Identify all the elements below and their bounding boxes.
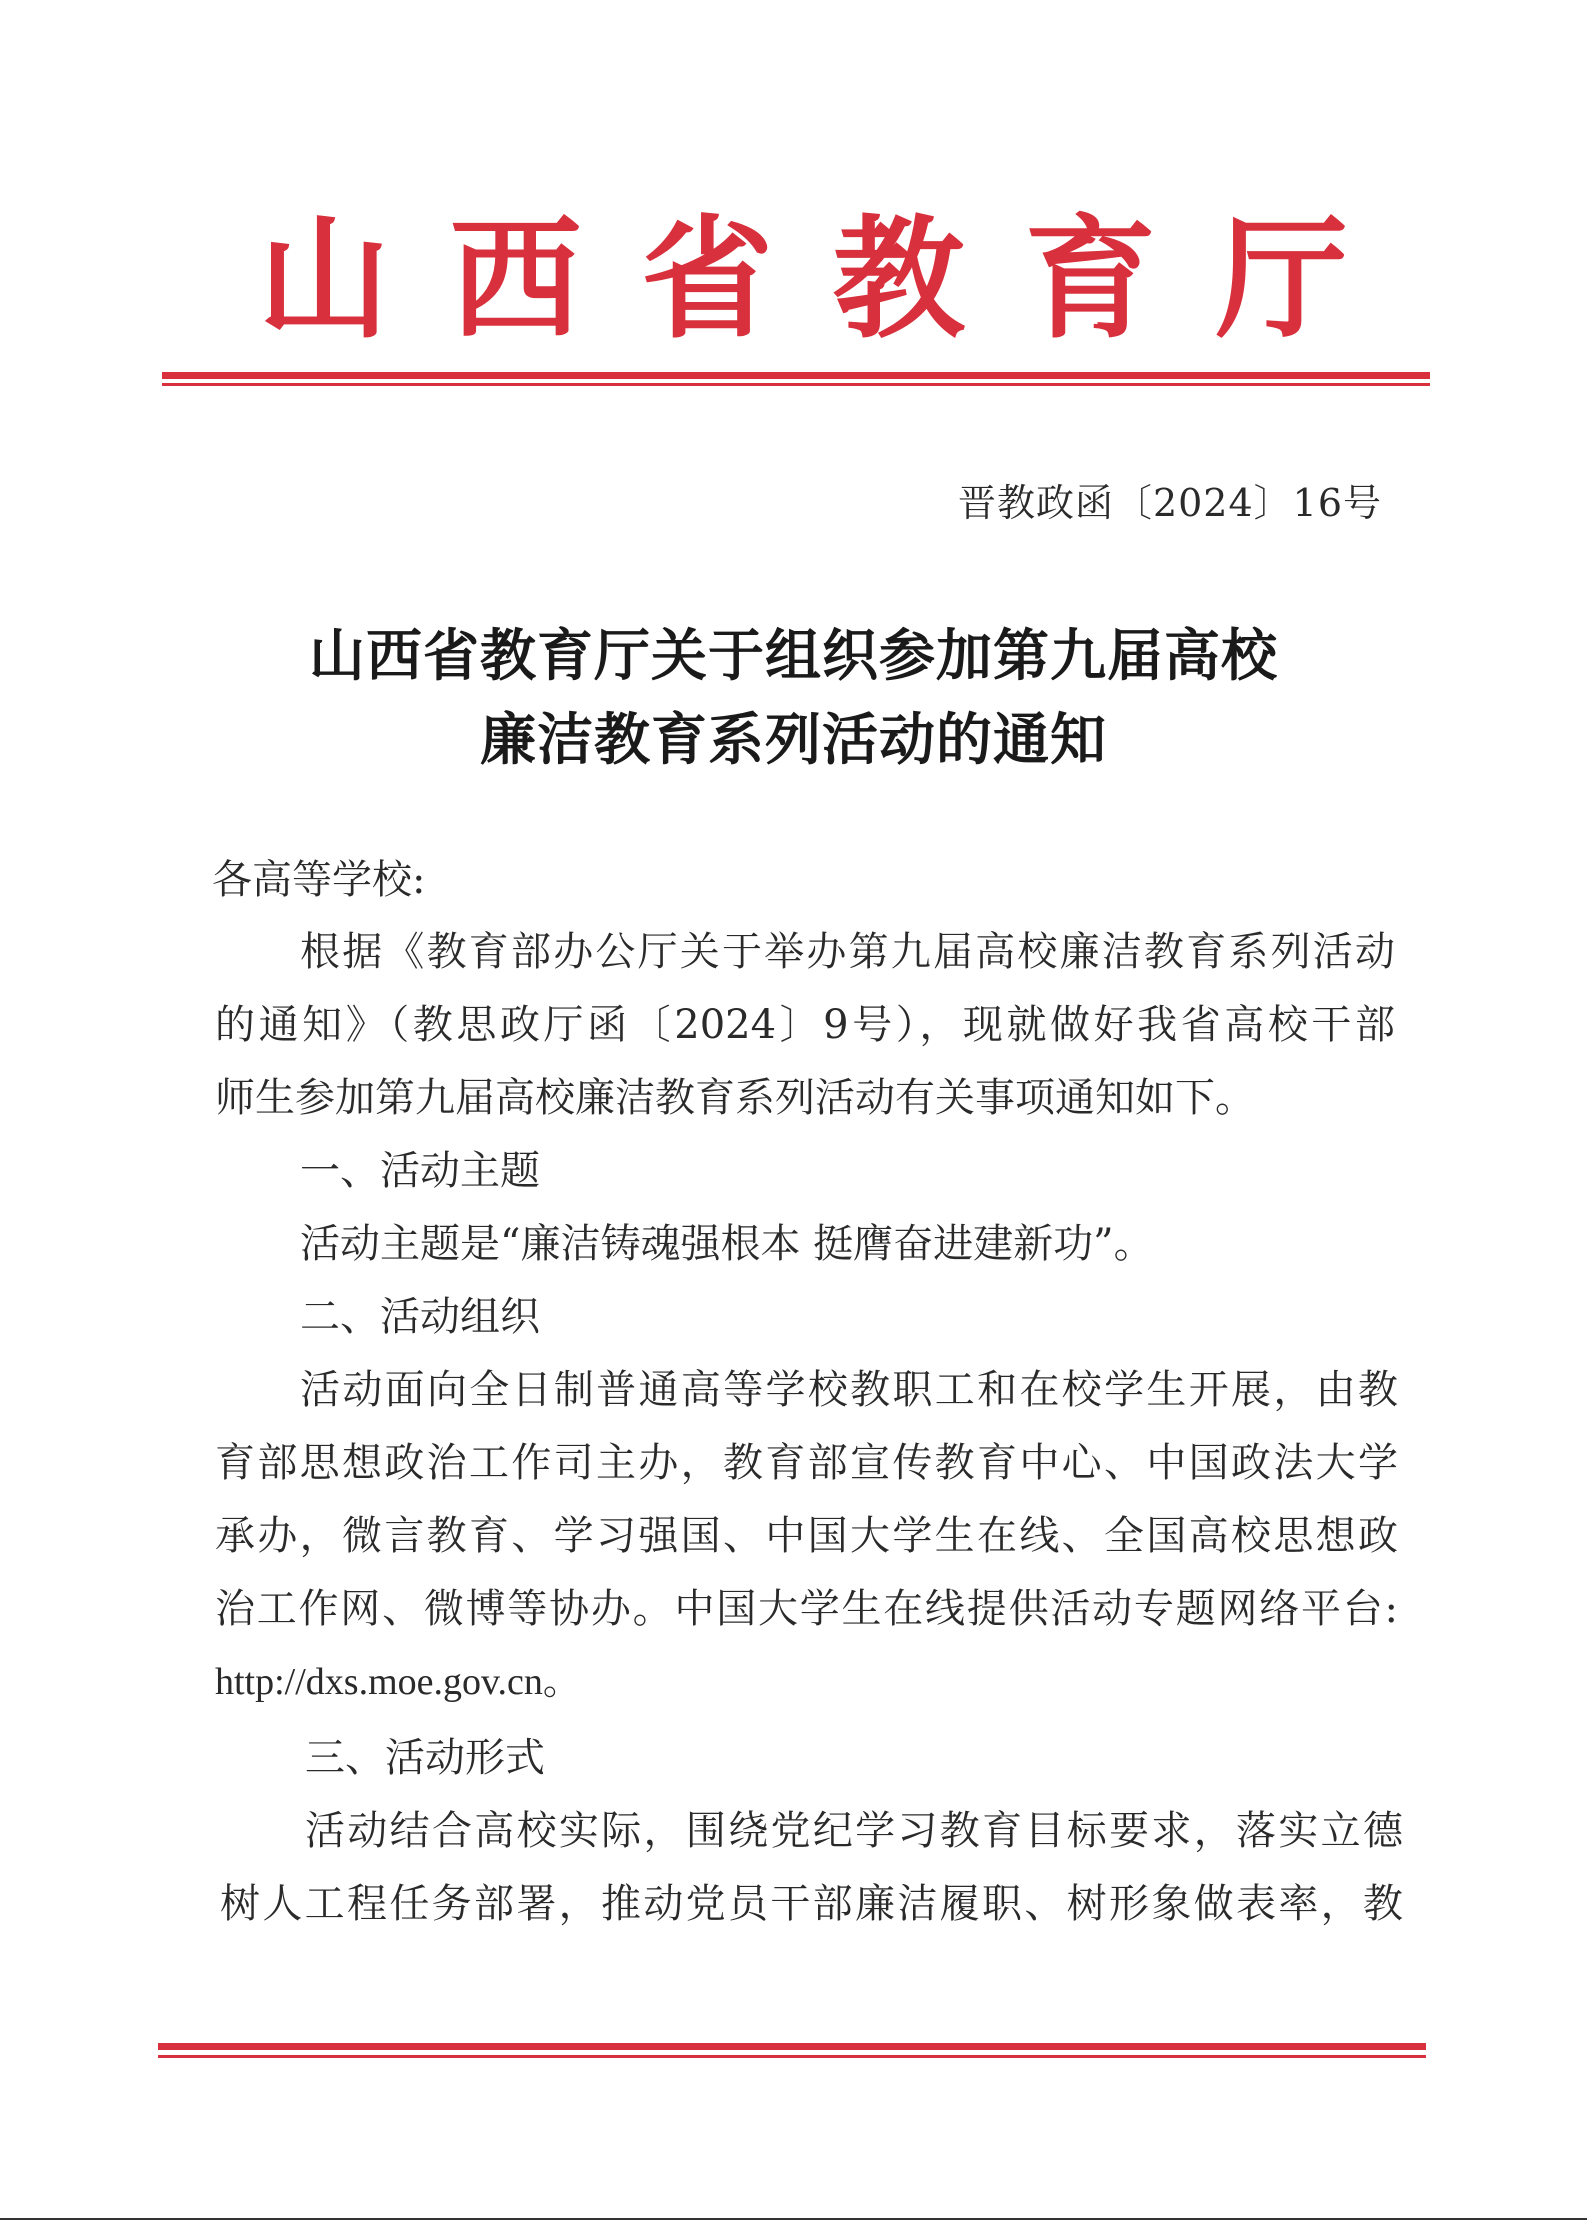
footer-red-rule-thin xyxy=(158,2055,1426,2058)
section-text: 树人工程任务部署，推动党员干部廉洁履职、树形象做表率，教 xyxy=(220,1881,1403,1927)
masthead-char: 教 xyxy=(832,202,965,357)
section-text: 活动面向全日制普通高等学校教职工和在校学生开展，由教 xyxy=(300,1367,1398,1413)
section-text: 活动主题是“廉洁铸魂强根本 挺膺奋进建新功”。 xyxy=(300,1221,1154,1267)
intro-line-3: 师生参加第九届高校廉洁教育系列活动有关事项通知如下。 xyxy=(215,1075,1255,1121)
section-text: 承办，微言教育、学习强国、中国大学生在线、全国高校思想政 xyxy=(215,1513,1398,1559)
masthead-char: 育 xyxy=(1024,202,1157,357)
document-title-line-1: 山西省教育厅关于组织参加第九届高校 xyxy=(309,623,1278,689)
footer-red-rule-thick xyxy=(158,2043,1426,2050)
section-heading: 三、活动形式 xyxy=(305,1735,545,1781)
section-text: 治工作网、微博等协办。中国大学生在线提供活动专题网络平台: xyxy=(215,1586,1398,1632)
masthead-char: 西 xyxy=(449,202,582,357)
masthead-char: 省 xyxy=(641,202,774,357)
intro-line-1: 根据《教育部办公厅关于举办第九届高校廉洁教育系列活动 xyxy=(300,929,1395,975)
masthead-char: 厅 xyxy=(1215,202,1348,357)
section-text: 育部思想政治工作司主办，教育部宣传教育中心、中国政法大学 xyxy=(215,1440,1398,1486)
document-title-line-2: 廉洁教育系列活动的通知 xyxy=(480,707,1107,773)
section-heading: 二、活动组织 xyxy=(300,1294,540,1340)
intro-line-2: 的通知》（教思政厅函〔2024〕9号），现就做好我省高校干部 xyxy=(215,1002,1395,1048)
section-text: 活动结合高校实际，围绕党纪学习教育目标要求，落实立德 xyxy=(305,1808,1403,1854)
salutation: 各高等学校: xyxy=(212,857,426,903)
masthead-red-rule-thin xyxy=(162,383,1430,386)
scan-edge-line xyxy=(0,2218,1587,2220)
masthead-char: 山 xyxy=(258,202,390,357)
document-number: 晋教政函〔2024〕16号 xyxy=(957,481,1382,525)
section-heading: 一、活动主题 xyxy=(300,1148,540,1194)
website-url: http://dxs.moe.gov.cn。 xyxy=(215,1661,581,1703)
masthead-red-rule-thick xyxy=(162,372,1430,379)
masthead xyxy=(258,202,1348,357)
